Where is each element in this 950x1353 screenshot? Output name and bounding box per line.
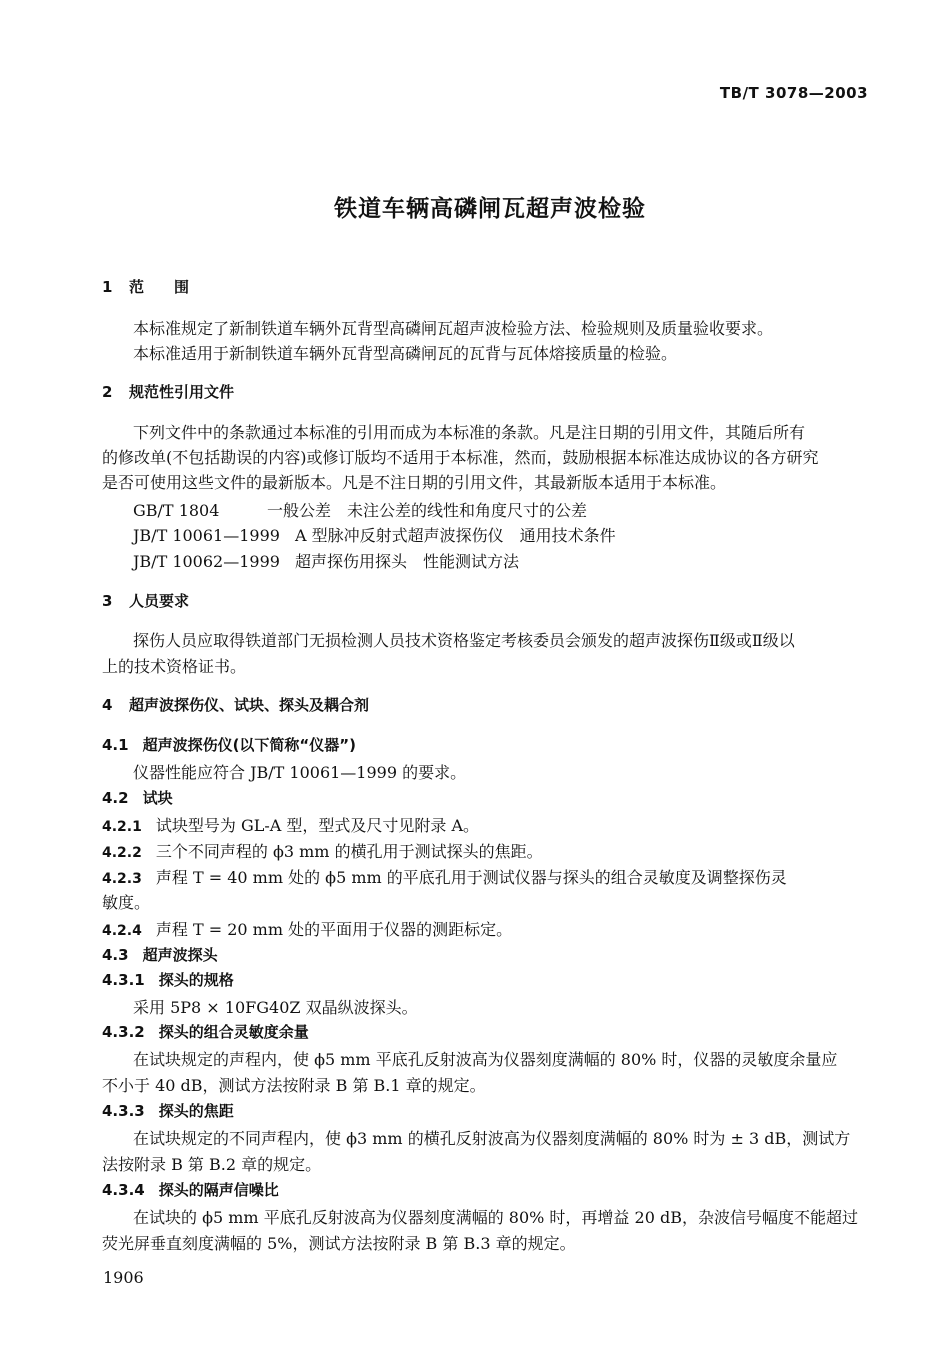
clause-4-2-4 (102, 917, 512, 940)
reference-code: JB/T 10061—1999 (133, 526, 280, 545)
paragraph-line: 探伤人员应取得铁道部门无损检测人员技术资格鉴定考核委员会颁发的超声波探伤Ⅱ级或Ⅱ级以 (133, 631, 795, 650)
clause-number: 4.3.1 (102, 971, 145, 989)
reference-name: 一般公差 未注公差的线性和角度尺寸的公差 (267, 501, 588, 520)
page-number: 1906 (103, 1268, 144, 1287)
subsection-label: 试块 (142, 789, 173, 807)
subsection-number: 4.2 (102, 789, 129, 807)
clause-4-3-4-heading (102, 1179, 279, 1200)
standard-number: TB/T 3078—2003 (719, 84, 868, 102)
paragraph: 本标准适用于新制铁道车辆外瓦背型高磷闸瓦的瓦背与瓦体熔接质量的检验。 (133, 344, 678, 363)
clause-number: 4.2.4 (102, 923, 142, 939)
paragraph: 采用 5P8 × 10FG40Z 双晶纵波探头。 (133, 998, 418, 1017)
section-label: 人员要求 (129, 592, 190, 610)
paragraph-line: 不小于 40 dB，测试方法按附录 B 第 B.1 章的规定。 (102, 1076, 486, 1095)
clause-4-2-2 (102, 839, 543, 862)
paragraph-line: 是否可使用这些文件的最新版本。凡是不注日期的引用文件，其最新版本适用于本标准。 (102, 473, 727, 492)
paragraph-line: 上的技术资格证书。 (102, 657, 247, 676)
paragraph-line: 法按附录 B 第 B.2 章的规定。 (102, 1155, 322, 1174)
paragraph-line: 荧光屏垂直刻度满幅的 5%，测试方法按附录 B 第 B.3 章的规定。 (102, 1234, 576, 1253)
subsection-label: 超声波探伤仪(以下简称“仪器”) (142, 736, 357, 754)
paragraph-line: 的修改单(不包括勘误的内容)或修订版均不适用于本标准，然而，鼓励根据本标准达成协议的各方研究 (102, 448, 819, 467)
reference-entry (133, 523, 616, 546)
clause-label: 探头的组合灵敏度余量 (158, 1023, 309, 1041)
clause-text: 声程 T = 40 mm 处的 ϕ5 mm 的平底孔用于测试仪器与探头的组合灵敏度及调整探伤灵 (155, 868, 787, 887)
clause-4-2-1 (102, 813, 479, 836)
clause-label: 探头的焦距 (158, 1102, 234, 1120)
clause-label: 探头的隔声信噪比 (158, 1181, 279, 1199)
subsection-label: 超声波探头 (142, 946, 218, 964)
clause-number: 4.2.1 (102, 819, 142, 835)
clause-number: 4.3.4 (102, 1181, 145, 1199)
document-title: 铁道车辆高磷闸瓦超声波检验 (334, 196, 646, 222)
section-label: 超声波探伤仪、试块、探头及耦合剂 (129, 696, 370, 714)
clause-number: 4.3.3 (102, 1102, 145, 1120)
clause-4-3-2-heading (102, 1021, 309, 1042)
section-2-heading (102, 381, 234, 402)
clause-text: 三个不同声程的 ϕ3 mm 的横孔用于测试探头的焦距。 (155, 842, 543, 861)
reference-entry (133, 498, 587, 521)
section-number: 2 (102, 383, 113, 401)
clause-number: 4.2.2 (102, 845, 142, 861)
clause-number: 4.2.3 (102, 871, 142, 887)
clause-text: 声程 T = 20 mm 处的平面用于仪器的测距标定。 (155, 920, 513, 939)
section-1-heading (102, 276, 189, 297)
paragraph-line: 下列文件中的条款通过本标准的引用而成为本标准的条款。凡是注日期的引用文件，其随后所有 (133, 423, 806, 442)
clause-number: 4.3.2 (102, 1023, 145, 1041)
subsection-4-3-heading (102, 944, 218, 965)
paragraph-line: 在试块的 ϕ5 mm 平底孔反射波高为仪器刻度满幅的 80% 时，再增益 20 dB，杂波信号幅度不能超过 (133, 1208, 858, 1227)
clause-4-3-3-heading (102, 1100, 234, 1121)
subsection-number: 4.3 (102, 946, 129, 964)
reference-entry (133, 549, 519, 572)
paragraph-line: 在试块规定的声程内，使 ϕ5 mm 平底孔反射波高为仪器刻度满幅的 80% 时，仪器的灵敏度余量应 (133, 1050, 838, 1069)
clause-4-3-1-heading (102, 969, 234, 990)
paragraph-line: 在试块规定的不同声程内，使 ϕ3 mm 的横孔反射波高为仪器刻度满幅的 80% 时为 ± 3 dB，测试方 (133, 1129, 851, 1148)
paragraph: 仪器性能应符合 JB/T 10061—1999 的要求。 (133, 763, 467, 782)
clause-label: 探头的规格 (158, 971, 234, 989)
subsection-4-1-heading (102, 734, 356, 755)
clause-text: 试块型号为 GL-A 型，型式及尺寸见附录 A。 (155, 816, 480, 835)
subsection-4-2-heading (102, 787, 173, 808)
section-number: 1 (102, 278, 113, 296)
section-number: 3 (102, 592, 113, 610)
section-label: 范 围 (129, 278, 190, 296)
section-number: 4 (102, 696, 113, 714)
clause-text-continued: 敏度。 (102, 893, 151, 912)
section-4-heading (102, 694, 369, 715)
subsection-number: 4.1 (102, 736, 129, 754)
reference-name: 超声探伤用探头 性能测试方法 (295, 552, 520, 571)
paragraph: 本标准规定了新制铁道车辆外瓦背型高磷闸瓦超声波检验方法、检验规则及质量验收要求。 (133, 319, 774, 338)
reference-code: GB/T 1804 (133, 501, 220, 520)
reference-code: JB/T 10062—1999 (133, 552, 280, 571)
section-label: 规范性引用文件 (129, 383, 235, 401)
section-3-heading (102, 590, 189, 611)
reference-name: A 型脉冲反射式超声波探伤仪 通用技术条件 (295, 526, 616, 545)
clause-4-2-3 (102, 865, 787, 888)
